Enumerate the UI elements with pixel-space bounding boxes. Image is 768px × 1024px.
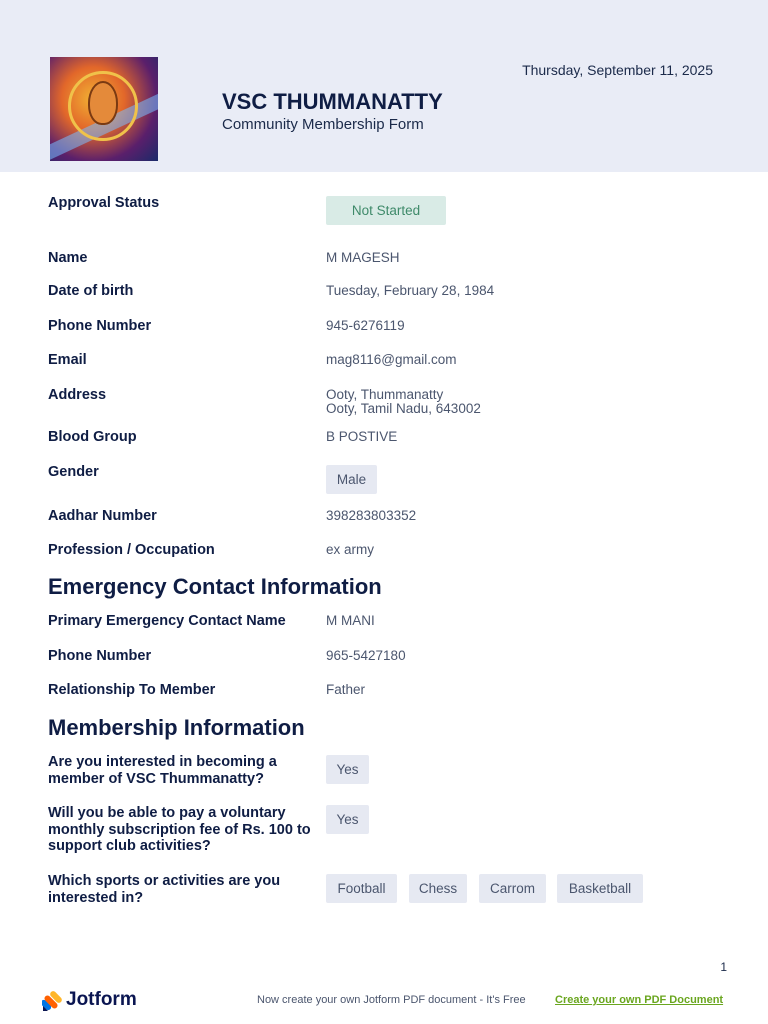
q3-line2: interested in? (48, 890, 144, 906)
email-value: mag8116@gmail.com (326, 352, 457, 367)
profession-label: Profession / Occupation (48, 542, 215, 558)
sport-chip-carrom: Carrom (479, 874, 546, 903)
name-value: M MAGESH (326, 250, 400, 265)
q2-answer-chip: Yes (326, 805, 369, 834)
q3-line1: Which sports or activities are you (48, 873, 281, 889)
q1-line1: Are you interested in becoming a (48, 754, 277, 770)
blood-group-value: B POSTIVE (326, 429, 398, 444)
jotform-icon (42, 990, 64, 1012)
address-line2: Ooty, Tamil Nadu, 643002 (326, 401, 481, 416)
form-date: Thursday, September 11, 2025 (522, 62, 713, 78)
dob-label: Date of birth (48, 283, 134, 299)
form-subtitle: Community Membership Form (222, 116, 424, 133)
phone-label: Phone Number (48, 318, 152, 334)
gender-label: Gender (48, 464, 99, 480)
gender-chip: Male (326, 465, 377, 494)
membership-section-title: Membership Information (48, 715, 305, 740)
form-title: VSC THUMMANATTY (222, 89, 443, 114)
q1-line2: member of VSC Thummanatty? (48, 771, 264, 787)
q2-line2: monthly subscription fee of Rs. 100 to (48, 822, 311, 838)
q1-answer-chip: Yes (326, 755, 369, 784)
dob-value: Tuesday, February 28, 1984 (326, 283, 495, 298)
sport-chip-chess: Chess (409, 874, 467, 903)
jotform-brand-text: Jotform (66, 989, 137, 1010)
name-label: Name (48, 250, 88, 266)
emergency-phone-label: Phone Number (48, 648, 152, 664)
club-logo (50, 57, 158, 161)
emergency-section-title: Emergency Contact Information (48, 574, 382, 599)
approval-status-badge: Not Started (326, 196, 446, 225)
aadhar-value: 398283803352 (326, 508, 417, 523)
relationship-value: Father (326, 682, 366, 697)
footer-promo-text: Now create your own Jotform PDF document - It's Free (257, 994, 526, 1006)
create-pdf-link[interactable]: Create your own PDF Document (555, 994, 724, 1006)
address-line1: Ooty, Thummanatty (326, 387, 444, 402)
email-label: Email (48, 352, 87, 368)
emergency-phone-value: 965-5427180 (326, 648, 406, 663)
relationship-label: Relationship To Member (48, 682, 216, 698)
phone-value: 945-6276119 (326, 318, 405, 333)
sport-chip-football: Football (326, 874, 397, 903)
q2-line3: support club activities? (48, 838, 211, 854)
profession-value: ex army (326, 542, 375, 557)
aadhar-label: Aadhar Number (48, 508, 157, 524)
address-label: Address (48, 387, 107, 403)
page-number: 1 (720, 960, 727, 974)
form-header (0, 0, 768, 172)
emergency-name-label: Primary Emergency Contact Name (48, 613, 286, 629)
q2-line1: Will you be able to pay a voluntary (48, 805, 286, 821)
sport-chip-basketball: Basketball (557, 874, 643, 903)
blood-group-label: Blood Group (48, 429, 137, 445)
approval-status-label: Approval Status (48, 195, 160, 211)
emergency-name-value: M MANI (326, 613, 375, 628)
